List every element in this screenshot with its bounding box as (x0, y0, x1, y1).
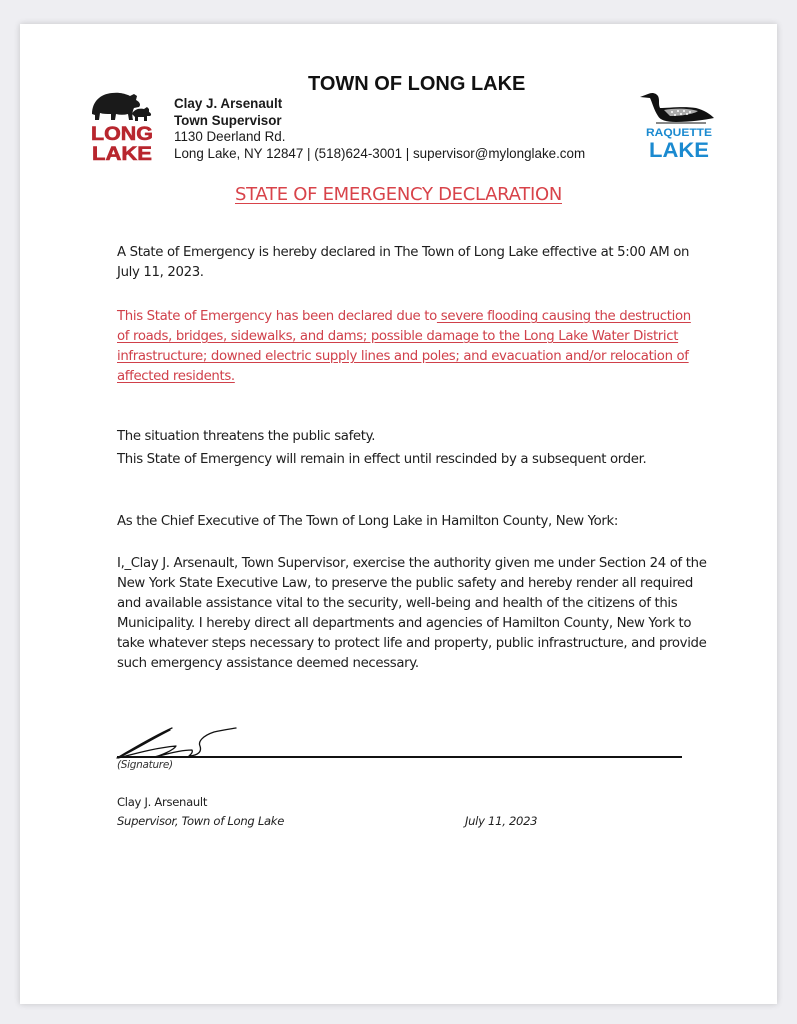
official-name: Clay J. Arsenault (174, 96, 283, 111)
reason-details: severe flooding causing the destruction of roads, bridges, sidewalks, and dams; possible damage to the Long Lake Water District infrastructure; downed electric supply lines and poles; and evacuation and/or relocation of affected residents. (117, 309, 691, 384)
signer-title: Supervisor, Town of Long Lake (117, 814, 285, 828)
paragraph-effective-date: A State of Emergency is hereby declared in The Town of Long Lake effective at 5:00 AM on July 11, 2023. (117, 245, 690, 280)
town-title: TOWN OF LONG LAKE (308, 73, 526, 95)
handwritten-signature-icon (114, 724, 294, 760)
right-logo-line1: RAQUETTE (646, 127, 712, 139)
left-logo-line2: LAKE (92, 144, 152, 164)
left-logo-line1: LONG (91, 124, 153, 145)
paragraph-chief-executive: As the Chief Executive of The Town of Long Lake in Hamilton County, New York: (117, 514, 618, 529)
reason-lead: This State of Emergency has been declared due to (117, 309, 437, 324)
document-page (20, 24, 777, 1004)
paragraph-threat: The situation threatens the public safety. (117, 429, 376, 444)
paragraph-duration: This State of Emergency will remain in effect until rescinded by a subsequent order. (117, 452, 647, 467)
paragraph-authority: I,_Clay J. Arsenault, Town Supervisor, exercise the authority given me under Section 24 of the New York State Executive Law, to preserve the public safety and hereby render all required and available assistance vital to the security, well-being and health of the citizens of this Municipality. I hereby direct all departments and agencies of Hamilton County, New York to take whatever steps necessary to protect life and property, public infrastructure, and provide such emergency assistance deemed necessary. (117, 556, 707, 671)
signature-date: July 11, 2023 (465, 814, 538, 828)
signature-line (117, 756, 682, 758)
contact-line: Long Lake, NY 12847 | (518)624-3001 | supervisor@mylonglake.com (174, 145, 586, 161)
right-logo-line2: LAKE (649, 139, 709, 160)
signer-name: Clay J. Arsenault (117, 795, 208, 809)
declaration-title (20, 184, 777, 205)
declaration-title-text: STATE OF EMERGENCY DECLARATION (235, 184, 562, 205)
raquette-lake-loon-logo-icon (638, 88, 720, 160)
long-lake-bear-logo-icon (88, 84, 156, 164)
letterhead-contact (174, 96, 585, 162)
address-line: 1130 Deerland Rd. (174, 129, 286, 144)
paragraph-reason (117, 307, 697, 387)
official-title: Town Supervisor (174, 112, 282, 128)
signature-label: (Signature) (117, 759, 173, 771)
